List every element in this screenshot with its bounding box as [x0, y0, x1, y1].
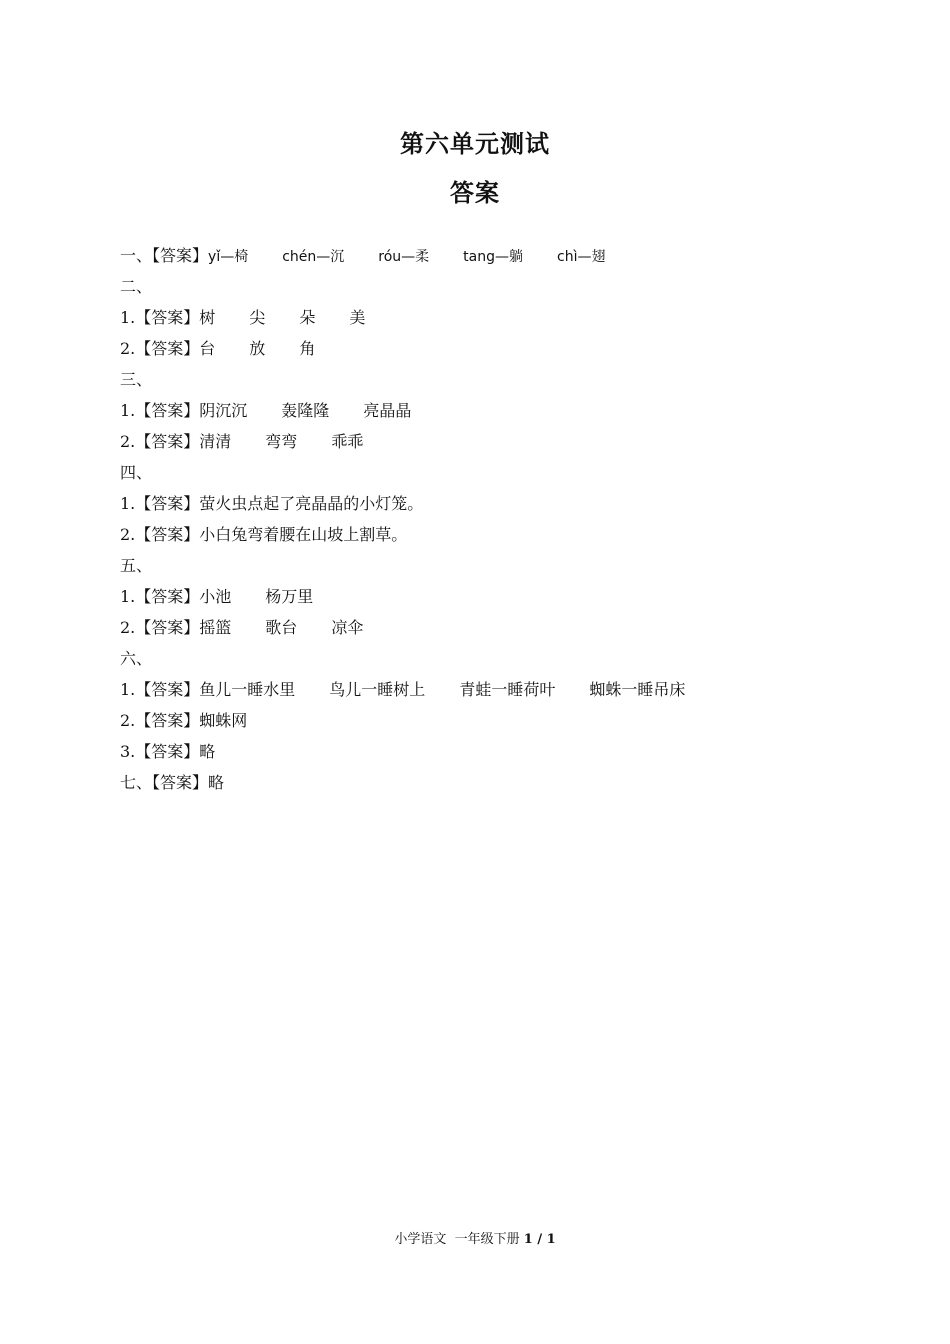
answer-line — [120, 492, 840, 523]
question-number: 1. — [120, 308, 136, 327]
answer-item: 树 — [199, 308, 216, 327]
answer-line — [120, 275, 840, 306]
answer-tag: 【答案】 — [135, 742, 200, 761]
answer-line — [120, 368, 840, 399]
answer-item: chì—翅 — [557, 249, 606, 265]
question-number: 1. — [120, 587, 136, 606]
footer-text: 小学语文 一年级下册 — [394, 1232, 520, 1247]
answer-item: 歌台 — [265, 618, 298, 637]
question-number: 二、 — [120, 277, 153, 296]
question-number: 2. — [120, 711, 136, 730]
question-number: 1. — [120, 494, 136, 513]
question-number: 四、 — [120, 463, 153, 482]
answer-item: yǐ—椅 — [208, 249, 249, 265]
answer-item: 轰隆隆 — [281, 401, 330, 420]
question-number: 1. — [120, 401, 136, 420]
answer-line — [120, 647, 840, 678]
answer-line — [120, 244, 840, 275]
question-number: 一、 — [120, 246, 153, 265]
answer-item: chén—沉 — [282, 249, 345, 265]
answer-line — [120, 709, 840, 740]
question-number: 2. — [120, 525, 136, 544]
answer-item: 亮晶晶 — [363, 401, 412, 420]
answer-item: 角 — [299, 339, 316, 358]
answer-item: róu—柔 — [378, 249, 430, 265]
answer-item: 台 — [199, 339, 216, 358]
answer-line — [120, 306, 840, 337]
answer-tag: 【答案】 — [152, 773, 209, 792]
answer-item: 朵 — [299, 308, 316, 327]
answer-item: tang—躺 — [463, 249, 523, 265]
question-number: 七、 — [120, 773, 153, 792]
answer-tag: 【答案】 — [135, 587, 200, 606]
answer-tag: 【答案】 — [135, 618, 200, 637]
answer-item: 美 — [349, 308, 366, 327]
question-number: 五、 — [120, 556, 153, 575]
answer-item: 蜘蛛一睡吊床 — [589, 680, 686, 699]
answer-line — [120, 337, 840, 368]
answer-item: 青蛙一睡荷叶 — [459, 680, 556, 699]
answer-line — [120, 771, 840, 802]
answer-tag: 【答案】 — [135, 525, 200, 544]
answer-item: 摇篮 — [199, 618, 232, 637]
question-number: 三、 — [120, 370, 153, 389]
page-title: 第六单元测试 — [400, 130, 550, 158]
answer-tag: 【答案】 — [135, 401, 200, 420]
answer-item: 阴沉沉 — [199, 401, 248, 420]
answer-item: 放 — [249, 339, 266, 358]
answer-line — [120, 585, 840, 616]
answer-item: 小池 — [199, 587, 232, 606]
answer-item: 乖乖 — [331, 432, 364, 451]
answer-item: 凉伞 — [331, 618, 364, 637]
answer-line — [120, 430, 840, 461]
answer-line — [120, 554, 840, 585]
page-subtitle: 答案 — [450, 179, 500, 207]
question-number: 3. — [120, 742, 136, 761]
answer-line — [120, 678, 840, 709]
page-number: 1 / 1 — [523, 1232, 556, 1247]
answer-tag: 【答案】 — [152, 246, 209, 265]
answer-item: 鸟儿一睡树上 — [329, 680, 426, 699]
answer-item: 清清 — [199, 432, 232, 451]
answer-line — [120, 523, 840, 554]
answer-list — [120, 244, 840, 802]
answer-tag: 【答案】 — [135, 711, 200, 730]
question-number: 1. — [120, 680, 136, 699]
answer-item: 杨万里 — [265, 587, 314, 606]
answer-item: 尖 — [249, 308, 266, 327]
answer-tag: 【答案】 — [135, 432, 200, 451]
answer-item: 弯弯 — [265, 432, 298, 451]
question-number: 2. — [120, 618, 136, 637]
answer-tag: 【答案】 — [135, 339, 200, 358]
answer-item: 略 — [208, 773, 225, 792]
answer-item: 小白兔弯着腰在山坡上割草。 — [199, 525, 408, 544]
answer-tag: 【答案】 — [135, 308, 200, 327]
answer-tag: 【答案】 — [135, 680, 200, 699]
answer-item: 鱼儿一睡水里 — [199, 680, 296, 699]
question-number: 2. — [120, 339, 136, 358]
answer-item: 蜘蛛网 — [199, 711, 248, 730]
answer-line — [120, 461, 840, 492]
page-footer — [0, 1228, 950, 1247]
answer-line — [120, 399, 840, 430]
question-number: 六、 — [120, 649, 153, 668]
answer-line — [120, 616, 840, 647]
answer-line — [120, 740, 840, 771]
answer-item: 萤火虫点起了亮晶晶的小灯笼。 — [199, 494, 424, 513]
question-number: 2. — [120, 432, 136, 451]
answer-item: 略 — [199, 742, 216, 761]
answer-tag: 【答案】 — [135, 494, 200, 513]
